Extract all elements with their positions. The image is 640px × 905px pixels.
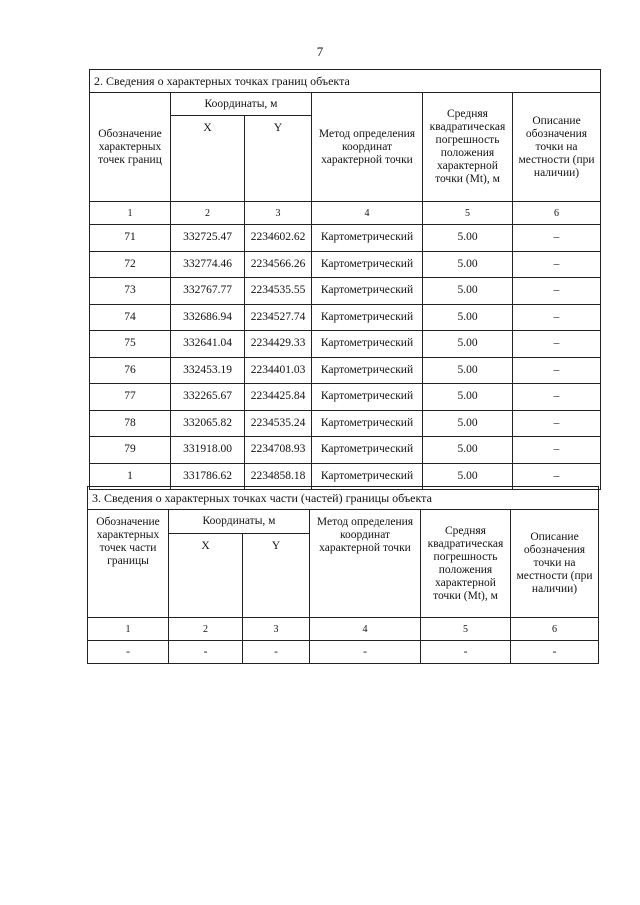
point-designation: - <box>88 641 169 664</box>
method: Картометрический <box>312 410 423 437</box>
header-method: Метод определения координат характерной точки <box>312 93 423 202</box>
coord-y: - <box>243 641 310 664</box>
table-row <box>90 357 601 384</box>
part-boundary-points-table <box>87 486 599 664</box>
method: Картометрический <box>312 278 423 305</box>
coord-y: 2234527.74 <box>245 304 312 331</box>
table-row <box>90 437 601 464</box>
mean-error: 5.00 <box>423 410 513 437</box>
method: - <box>310 641 421 664</box>
col-number: 6 <box>513 202 601 225</box>
header-designation: Обозначение характерных точек части границы <box>88 510 169 618</box>
col-number: 3 <box>243 618 310 641</box>
coord-y: 2234602.62 <box>245 225 312 252</box>
col-number: 3 <box>245 202 312 225</box>
point-description: – <box>513 410 601 437</box>
col-number: 4 <box>310 618 421 641</box>
header-designation: Обозначение характерных точек границ <box>90 93 171 202</box>
coord-x: 332265.67 <box>171 384 245 411</box>
mean-error: 5.00 <box>423 437 513 464</box>
coord-x: 332774.46 <box>171 251 245 278</box>
point-description: – <box>513 463 601 490</box>
mean-error: - <box>421 641 511 664</box>
table-row <box>90 225 601 252</box>
point-designation: 76 <box>90 357 171 384</box>
table-row <box>90 331 601 358</box>
part-boundary-points-body <box>88 641 599 664</box>
coord-x: 332686.94 <box>171 304 245 331</box>
point-description: – <box>513 278 601 305</box>
col-number: 1 <box>90 202 171 225</box>
col-number: 4 <box>312 202 423 225</box>
method: Картометрический <box>312 304 423 331</box>
coord-x: 331918.00 <box>171 437 245 464</box>
coord-x: 332767.77 <box>171 278 245 305</box>
method: Картометрический <box>312 437 423 464</box>
mean-error: 5.00 <box>423 357 513 384</box>
coord-x: 332725.47 <box>171 225 245 252</box>
coord-x: 332641.04 <box>171 331 245 358</box>
coord-y: 2234566.26 <box>245 251 312 278</box>
coord-y: 2234401.03 <box>245 357 312 384</box>
header-method: Метод определения координат характерной точки <box>310 510 421 618</box>
coord-x: - <box>169 641 243 664</box>
coord-y: 2234429.33 <box>245 331 312 358</box>
point-designation: 74 <box>90 304 171 331</box>
mean-error: 5.00 <box>423 463 513 490</box>
table-row <box>90 304 601 331</box>
method: Картометрический <box>312 384 423 411</box>
point-description: – <box>513 225 601 252</box>
point-designation: 1 <box>90 463 171 490</box>
coord-y: 2234535.55 <box>245 278 312 305</box>
boundary-points-table <box>89 69 601 490</box>
mean-error: 5.00 <box>423 384 513 411</box>
header-error: Средняя квадратическая погрешность положения характерной точки (Mt), м <box>421 510 511 618</box>
header-y: Y <box>245 116 312 202</box>
coord-x: 332453.19 <box>171 357 245 384</box>
point-designation: 75 <box>90 331 171 358</box>
coord-x: 331786.62 <box>171 463 245 490</box>
column-numbers-row <box>90 202 601 225</box>
col-number: 5 <box>423 202 513 225</box>
method: Картометрический <box>312 251 423 278</box>
table-row <box>90 251 601 278</box>
table-row <box>90 384 601 411</box>
header-coordinates: Координаты, м <box>171 93 312 116</box>
header-x: X <box>171 116 245 202</box>
mean-error: 5.00 <box>423 278 513 305</box>
point-designation: 78 <box>90 410 171 437</box>
point-description: – <box>513 304 601 331</box>
point-description: – <box>513 357 601 384</box>
column-numbers-row <box>88 618 599 641</box>
section-title: 2. Сведения о характерных точках границ объекта <box>90 70 601 93</box>
point-designation: 77 <box>90 384 171 411</box>
point-designation: 73 <box>90 278 171 305</box>
header-description: Описание обозначения точки на местности (при наличии) <box>513 93 601 202</box>
header-x: X <box>169 534 243 618</box>
point-description: - <box>511 641 599 664</box>
point-description: – <box>513 384 601 411</box>
col-number: 6 <box>511 618 599 641</box>
coord-y: 2234535.24 <box>245 410 312 437</box>
col-number: 2 <box>171 202 245 225</box>
header-coordinates: Координаты, м <box>169 510 310 534</box>
method: Картометрический <box>312 463 423 490</box>
header-description: Описание обозначения точки на местности (при наличии) <box>511 510 599 618</box>
table-row <box>88 641 599 664</box>
method: Картометрический <box>312 225 423 252</box>
table-row <box>90 278 601 305</box>
page-number: 7 <box>316 44 324 59</box>
mean-error: 5.00 <box>423 225 513 252</box>
coord-y: 2234425.84 <box>245 384 312 411</box>
col-number: 1 <box>88 618 169 641</box>
section-title: 3. Сведения о характерных точках части (частей) границы объекта <box>88 487 599 510</box>
coord-y: 2234708.93 <box>245 437 312 464</box>
header-y: Y <box>243 534 310 618</box>
point-description: – <box>513 251 601 278</box>
coord-y: 2234858.18 <box>245 463 312 490</box>
point-description: – <box>513 331 601 358</box>
point-designation: 72 <box>90 251 171 278</box>
mean-error: 5.00 <box>423 331 513 358</box>
point-designation: 79 <box>90 437 171 464</box>
col-number: 2 <box>169 618 243 641</box>
coord-x: 332065.82 <box>171 410 245 437</box>
point-designation: 71 <box>90 225 171 252</box>
method: Картометрический <box>312 357 423 384</box>
mean-error: 5.00 <box>423 251 513 278</box>
method: Картометрический <box>312 331 423 358</box>
boundary-points-body <box>90 225 601 490</box>
col-number: 5 <box>421 618 511 641</box>
header-error: Средняя квадратическая погрешность положения характерной точки (Mt), м <box>423 93 513 202</box>
mean-error: 5.00 <box>423 304 513 331</box>
point-description: – <box>513 437 601 464</box>
table-row <box>90 410 601 437</box>
